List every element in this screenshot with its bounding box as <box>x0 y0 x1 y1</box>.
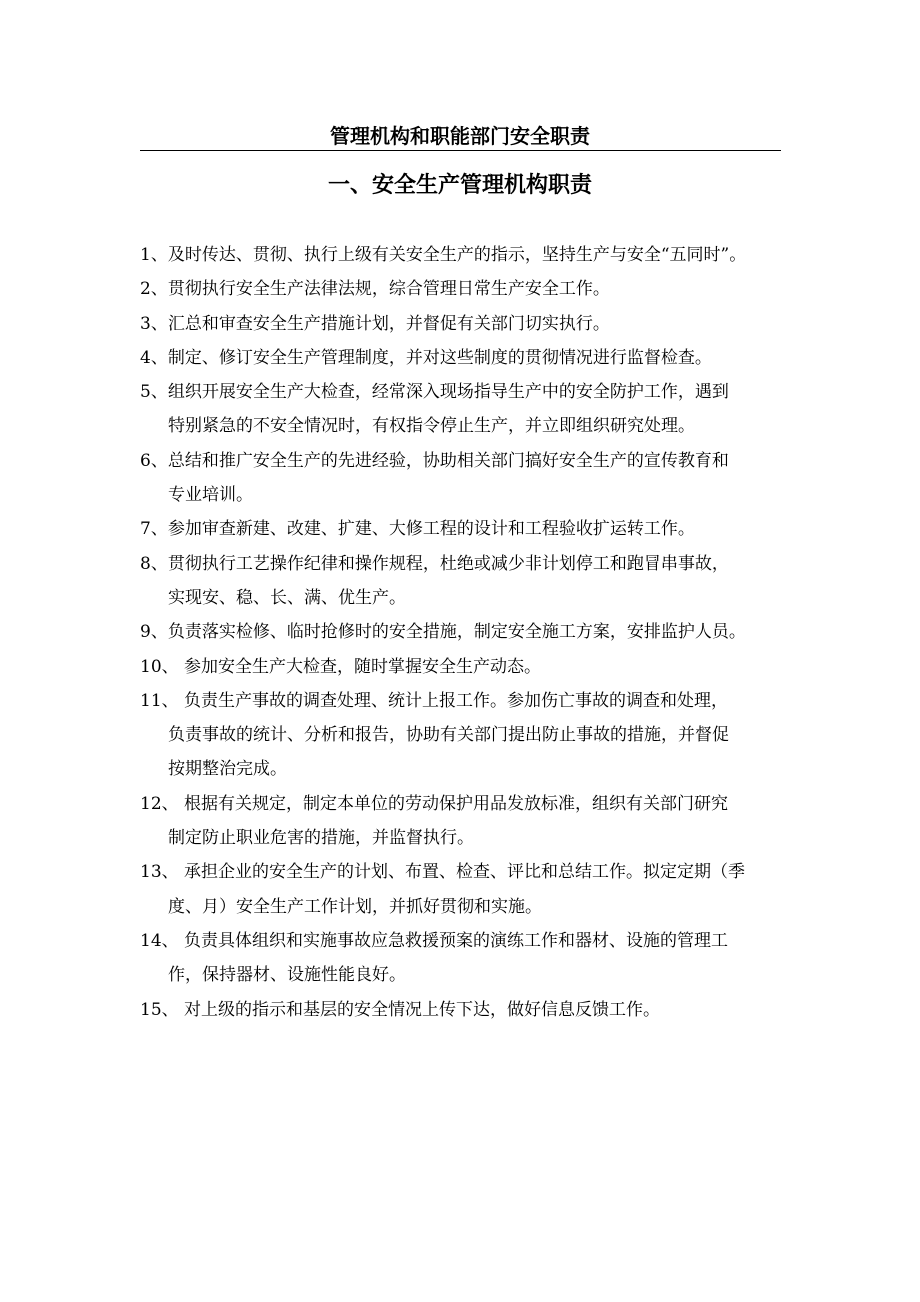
list-item-text: 14、 负责具体组织和实施事故应急救援预案的演练工作和器材、设施的管理工 <box>140 930 729 951</box>
list-item-text: 5、组织开展安全生产大检查，经常深入现场指导生产中的安全防护工作，遇到 <box>140 382 729 403</box>
list-item-continuation: 制定防止职业危害的措施，并监督执行。 <box>168 828 474 849</box>
list-item-continuation: 特别紧急的不安全情况时，有权指令停止生产，并立即组织研究处理。 <box>168 416 695 437</box>
list-item <box>140 650 800 684</box>
list-item-continuation: 度、月）安全生产工作计划，并抓好贯彻和实施。 <box>168 896 542 917</box>
section-heading: 一、安全生产管理机构职责 <box>327 172 592 198</box>
duty-list <box>140 238 800 1027</box>
list-item-text: 1、及时传达、贯彻、执行上级有关安全生产的指示，坚持生产与安全“五同时”。 <box>140 245 747 265</box>
list-item-text: 11、 负责生产事故的调查处理、统计上报工作。参加伤亡事故的调查和处理， <box>140 690 729 711</box>
list-item-text: 12、 根据有关规定，制定本单位的劳动保护用品发放标准，组织有关部门研究 <box>140 793 729 814</box>
list-item <box>140 238 800 272</box>
document-title: 管理机构和职能部门安全职责 <box>330 124 590 148</box>
list-item-continuation: 按期整治完成。 <box>168 759 287 780</box>
list-item-text: 10、 参加安全生产大检查，随时掌握安全生产动态。 <box>140 656 542 677</box>
list-item <box>140 547 800 616</box>
list-item <box>140 444 800 513</box>
list-item-continuation: 专业培训。 <box>168 485 253 506</box>
list-item-continuation: 作，保持器材、设施性能良好。 <box>168 965 406 986</box>
list-item-text: 13、 承担企业的安全生产的计划、布置、检查、评比和总结工作。拟定定期（季 <box>140 862 746 883</box>
list-item-continuation: 实现安、稳、长、满、优生产。 <box>168 587 406 608</box>
list-item-text: 4、制定、修订安全生产管理制度，并对这些制度的贯彻情况进行监督检查。 <box>140 347 712 368</box>
list-item-text: 3、汇总和审查安全生产措施计划，并督促有关部门切实执行。 <box>140 313 610 334</box>
list-item <box>140 615 800 649</box>
list-item-text: 6、总结和推广安全生产的先进经验，协助相关部门搞好安全生产的宣传教育和 <box>140 450 729 471</box>
list-item <box>140 272 800 306</box>
list-item <box>140 855 800 924</box>
list-item <box>140 307 800 341</box>
title-underline <box>140 150 781 151</box>
list-item <box>140 993 800 1027</box>
list-item-text: 15、 对上级的指示和基层的安全情况上传下达，做好信息反馈工作。 <box>140 999 661 1020</box>
list-item <box>140 512 800 546</box>
list-item <box>140 341 800 375</box>
list-item-text: 7、参加审查新建、改建、扩建、大修工程的设计和工程验收扩运转工作。 <box>140 519 695 540</box>
list-item <box>140 924 800 993</box>
list-item-text: 2、贯彻执行安全生产法律法规，综合管理日常生产安全工作。 <box>140 279 610 300</box>
list-item <box>140 684 800 787</box>
list-item <box>140 787 800 856</box>
list-item-continuation: 负责事故的统计、分析和报告，协助有关部门提出防止事故的措施，并督促 <box>168 725 729 746</box>
list-item-text: 8、贯彻执行工艺操作纪律和操作规程，杜绝或减少非计划停工和跑冒串事故， <box>140 553 729 574</box>
list-item <box>140 375 800 444</box>
list-item-text: 9、负责落实检修、临时抢修时的安全措施，制定安全施工方案，安排监护人员。 <box>140 622 746 643</box>
